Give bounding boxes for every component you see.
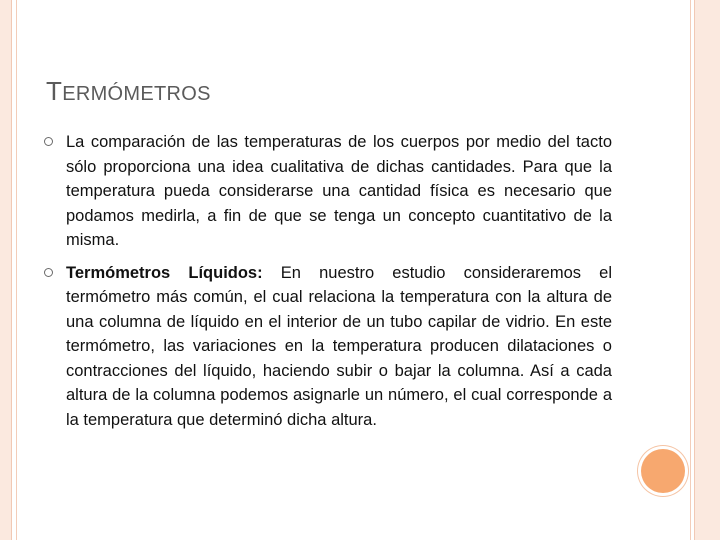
- left-decor-line: [16, 0, 17, 540]
- bullet-item: [46, 261, 612, 433]
- bullet-body: En nuestro estudio consideraremos el termómetro más común, el cual relaciona la temperatura con la altura de una columna de líquido en el interior de un tubo capilar de vidrio. En este termómetro, las variaciones en la temperatura producen dilataciones o contracciones del líquido, haciendo subir o bajar la columna. Así a cada altura de la columna podemos asignarle un número, el cual corresponde a la temperatura que determinó dicha altura.: [66, 263, 612, 429]
- slide-title: [46, 76, 211, 109]
- right-decor-line: [690, 0, 691, 540]
- bullet-body: La comparación de las temperaturas de los cuerpos por medio del tacto sólo proporciona una idea cualitativa de dichas cantidades. Para que la temperatura pueda considerarse una cantidad física es necesario que podamos medirla, a fin de que se tenga un concepto cuantitativo de la misma.: [66, 133, 612, 249]
- bullet-item: [46, 130, 612, 253]
- bullet-bold-lead: Termómetros Líquidos:: [66, 263, 263, 282]
- title-first-letter: T: [46, 76, 63, 106]
- bullet-circle-icon: [44, 137, 53, 146]
- decorative-circle: [641, 449, 685, 493]
- bullet-circle-icon: [44, 268, 53, 277]
- bullet-list: [46, 130, 612, 440]
- bullet-text: [66, 130, 612, 253]
- title-rest: ERMÓMETROS: [62, 83, 211, 105]
- bullet-text: [66, 261, 612, 433]
